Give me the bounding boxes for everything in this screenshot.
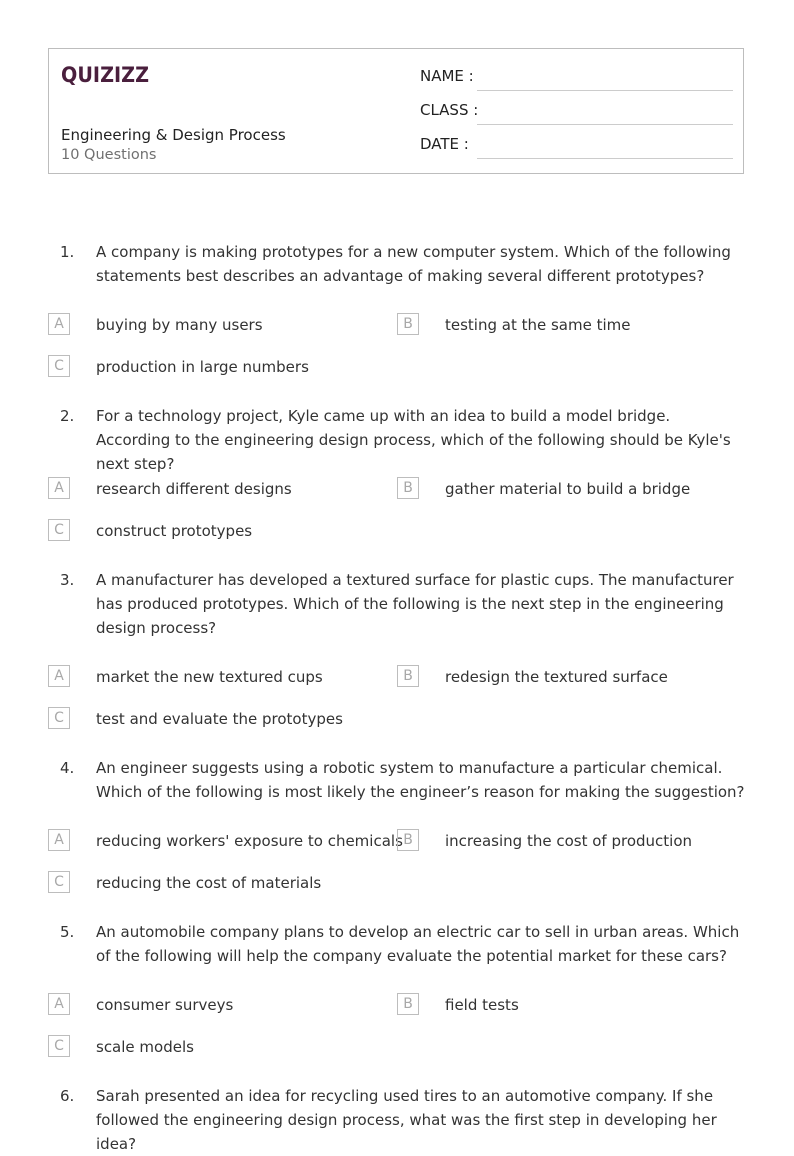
worksheet-title: Engineering & Design Process (61, 126, 286, 144)
logo-text: QUIZIZZ (61, 63, 149, 87)
question-number: 2. (60, 407, 75, 425)
option-letter-box: C (48, 871, 70, 893)
option-text: testing at the same time (445, 316, 631, 334)
option-letter-box: A (48, 313, 70, 335)
option-letter-box: A (48, 829, 70, 851)
question-count: 10 Questions (61, 147, 157, 163)
option-text: increasing the cost of production (445, 832, 693, 850)
question-text: For a technology project, Kyle came up with an idea to build a model bridge. According to the engineering design process, which of the following should be Kyle's next step? (96, 407, 731, 473)
option-text: reducing the cost of materials (96, 874, 322, 892)
question-text: An engineer suggests using a robotic system to manufacture a particular chemical. Which of the following is most likely the engineer’s reason for making the suggestion? (96, 759, 745, 801)
name-label: NAME : (420, 67, 474, 85)
option-text: field tests (445, 996, 519, 1014)
question-text: An automobile company plans to develop an electric car to sell in urban areas. Which of the following will help the company evaluate the potential market for these cars? (96, 923, 740, 965)
question-text: Sarah presented an idea for recycling used tires to an automotive company. If she followed the engineering design process, what was the first step in developing her idea? (96, 1087, 717, 1153)
option-letter-box: B (397, 477, 419, 499)
option-letter-box: C (48, 355, 70, 377)
option-letter-box: B (397, 665, 419, 687)
option-text: construct prototypes (96, 522, 253, 540)
question-number: 6. (60, 1087, 75, 1105)
class-field (420, 101, 733, 125)
question-number: 3. (60, 571, 75, 589)
quizizz-logo (61, 59, 151, 89)
option-letter-box: A (48, 477, 70, 499)
option-letter-box: B (397, 829, 419, 851)
option-text: market the new textured cups (96, 668, 323, 686)
question-text: A manufacturer has developed a textured surface for plastic cups. The manufacturer has produced prototypes. Which of the following is the next step in the engineering design process? (96, 571, 734, 637)
option-letter-box: B (397, 993, 419, 1015)
name-field (420, 67, 733, 91)
option-text: scale models (96, 1038, 194, 1056)
date-label: DATE : (420, 135, 469, 153)
question-number: 5. (60, 923, 75, 941)
option-letter-box: C (48, 1035, 70, 1057)
option-letter-box: C (48, 707, 70, 729)
date-line (477, 158, 733, 159)
option-letter-box: B (397, 313, 419, 335)
worksheet-header (48, 48, 744, 174)
question-number: 1. (60, 243, 75, 261)
question-number: 4. (60, 759, 75, 777)
class-label: CLASS : (420, 101, 479, 119)
option-letter-box: A (48, 665, 70, 687)
class-line (477, 124, 733, 125)
option-letter-box: A (48, 993, 70, 1015)
option-text: research different designs (96, 480, 292, 498)
option-text: consumer surveys (96, 996, 234, 1014)
option-text: redesign the textured surface (445, 668, 668, 686)
option-text: test and evaluate the prototypes (96, 710, 343, 728)
date-field (420, 135, 733, 159)
option-text: reducing workers' exposure to chemicals (96, 832, 403, 850)
question-text: A company is making prototypes for a new computer system. Which of the following statements best describes an advantage of making several different prototypes? (96, 243, 731, 285)
option-text: production in large numbers (96, 358, 309, 376)
name-line (477, 90, 733, 91)
option-text: gather material to build a bridge (445, 480, 691, 498)
option-text: buying by many users (96, 316, 263, 334)
option-letter-box: C (48, 519, 70, 541)
